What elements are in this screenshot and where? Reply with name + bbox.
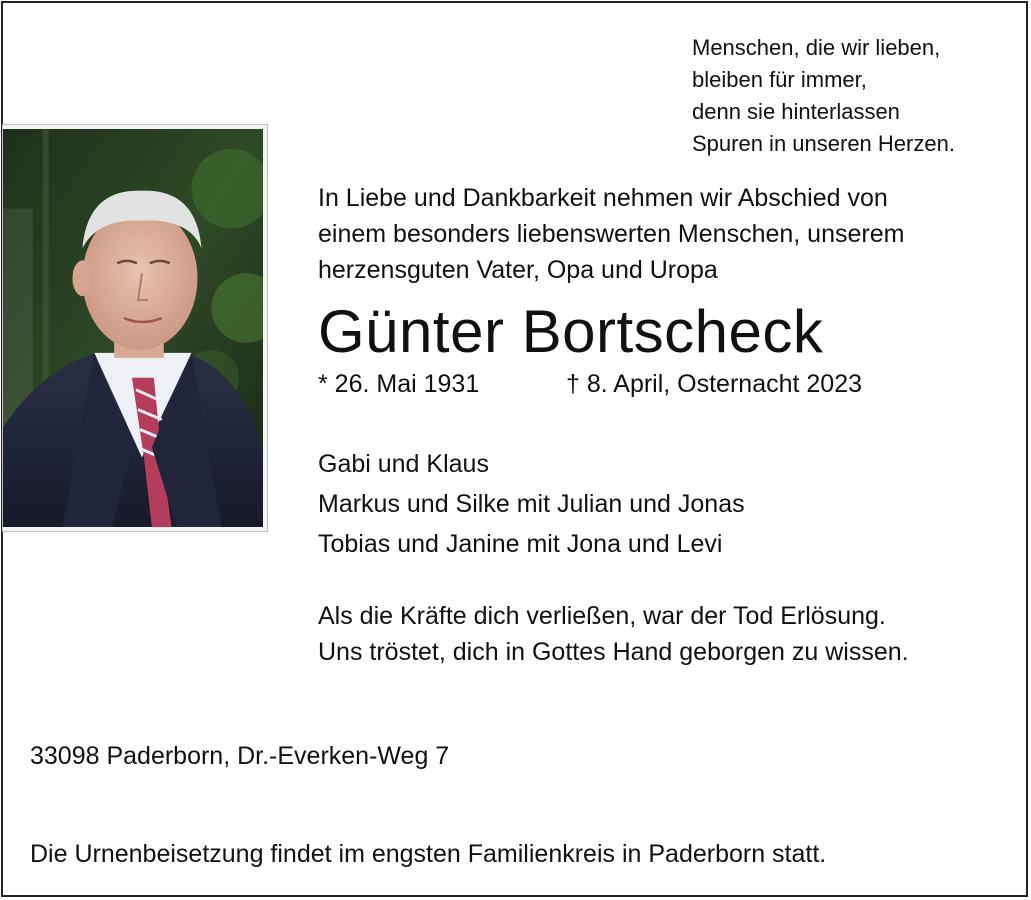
motto-line: bleiben für immer,	[692, 67, 867, 92]
intro-line: einem besonders liebenswerten Menschen, unserem	[318, 220, 905, 248]
death-date: † 8. April, Osternacht 2023	[566, 370, 863, 398]
motto-verse	[692, 32, 955, 160]
motto-line: denn sie hinterlassen	[692, 99, 900, 124]
portrait-photo-frame	[2, 124, 268, 532]
address: 33098 Paderborn, Dr.-Everken-Weg 7	[30, 742, 450, 770]
deceased-name: Günter Bortscheck	[318, 298, 824, 365]
quote-line: Als die Kräfte dich verließen, war der Tod Erlösung.	[318, 602, 886, 630]
intro-text	[318, 180, 904, 288]
mourners-list	[318, 444, 745, 564]
mourner-line: Gabi und Klaus	[318, 450, 489, 478]
quote-line: Uns tröstet, dich in Gottes Hand geborgen zu wissen.	[318, 638, 909, 666]
motto-line: Spuren in unseren Herzen.	[692, 131, 955, 156]
motto-line: Menschen, die wir lieben,	[692, 35, 941, 60]
burial-note: Die Urnenbeisetzung findet im engsten Familienkreis in Paderborn statt.	[30, 840, 827, 868]
life-dates	[318, 366, 863, 402]
closing-quote	[318, 598, 909, 670]
intro-line: In Liebe und Dankbarkeit nehmen wir Abschied von	[318, 184, 888, 212]
intro-line: herzensguten Vater, Opa und Uropa	[318, 256, 718, 284]
portrait-photo	[3, 129, 263, 527]
birth-date: * 26. Mai 1931	[318, 370, 480, 398]
mourner-line: Tobias und Janine mit Jona und Levi	[318, 530, 723, 558]
mourner-line: Markus und Silke mit Julian und Jonas	[318, 490, 745, 518]
